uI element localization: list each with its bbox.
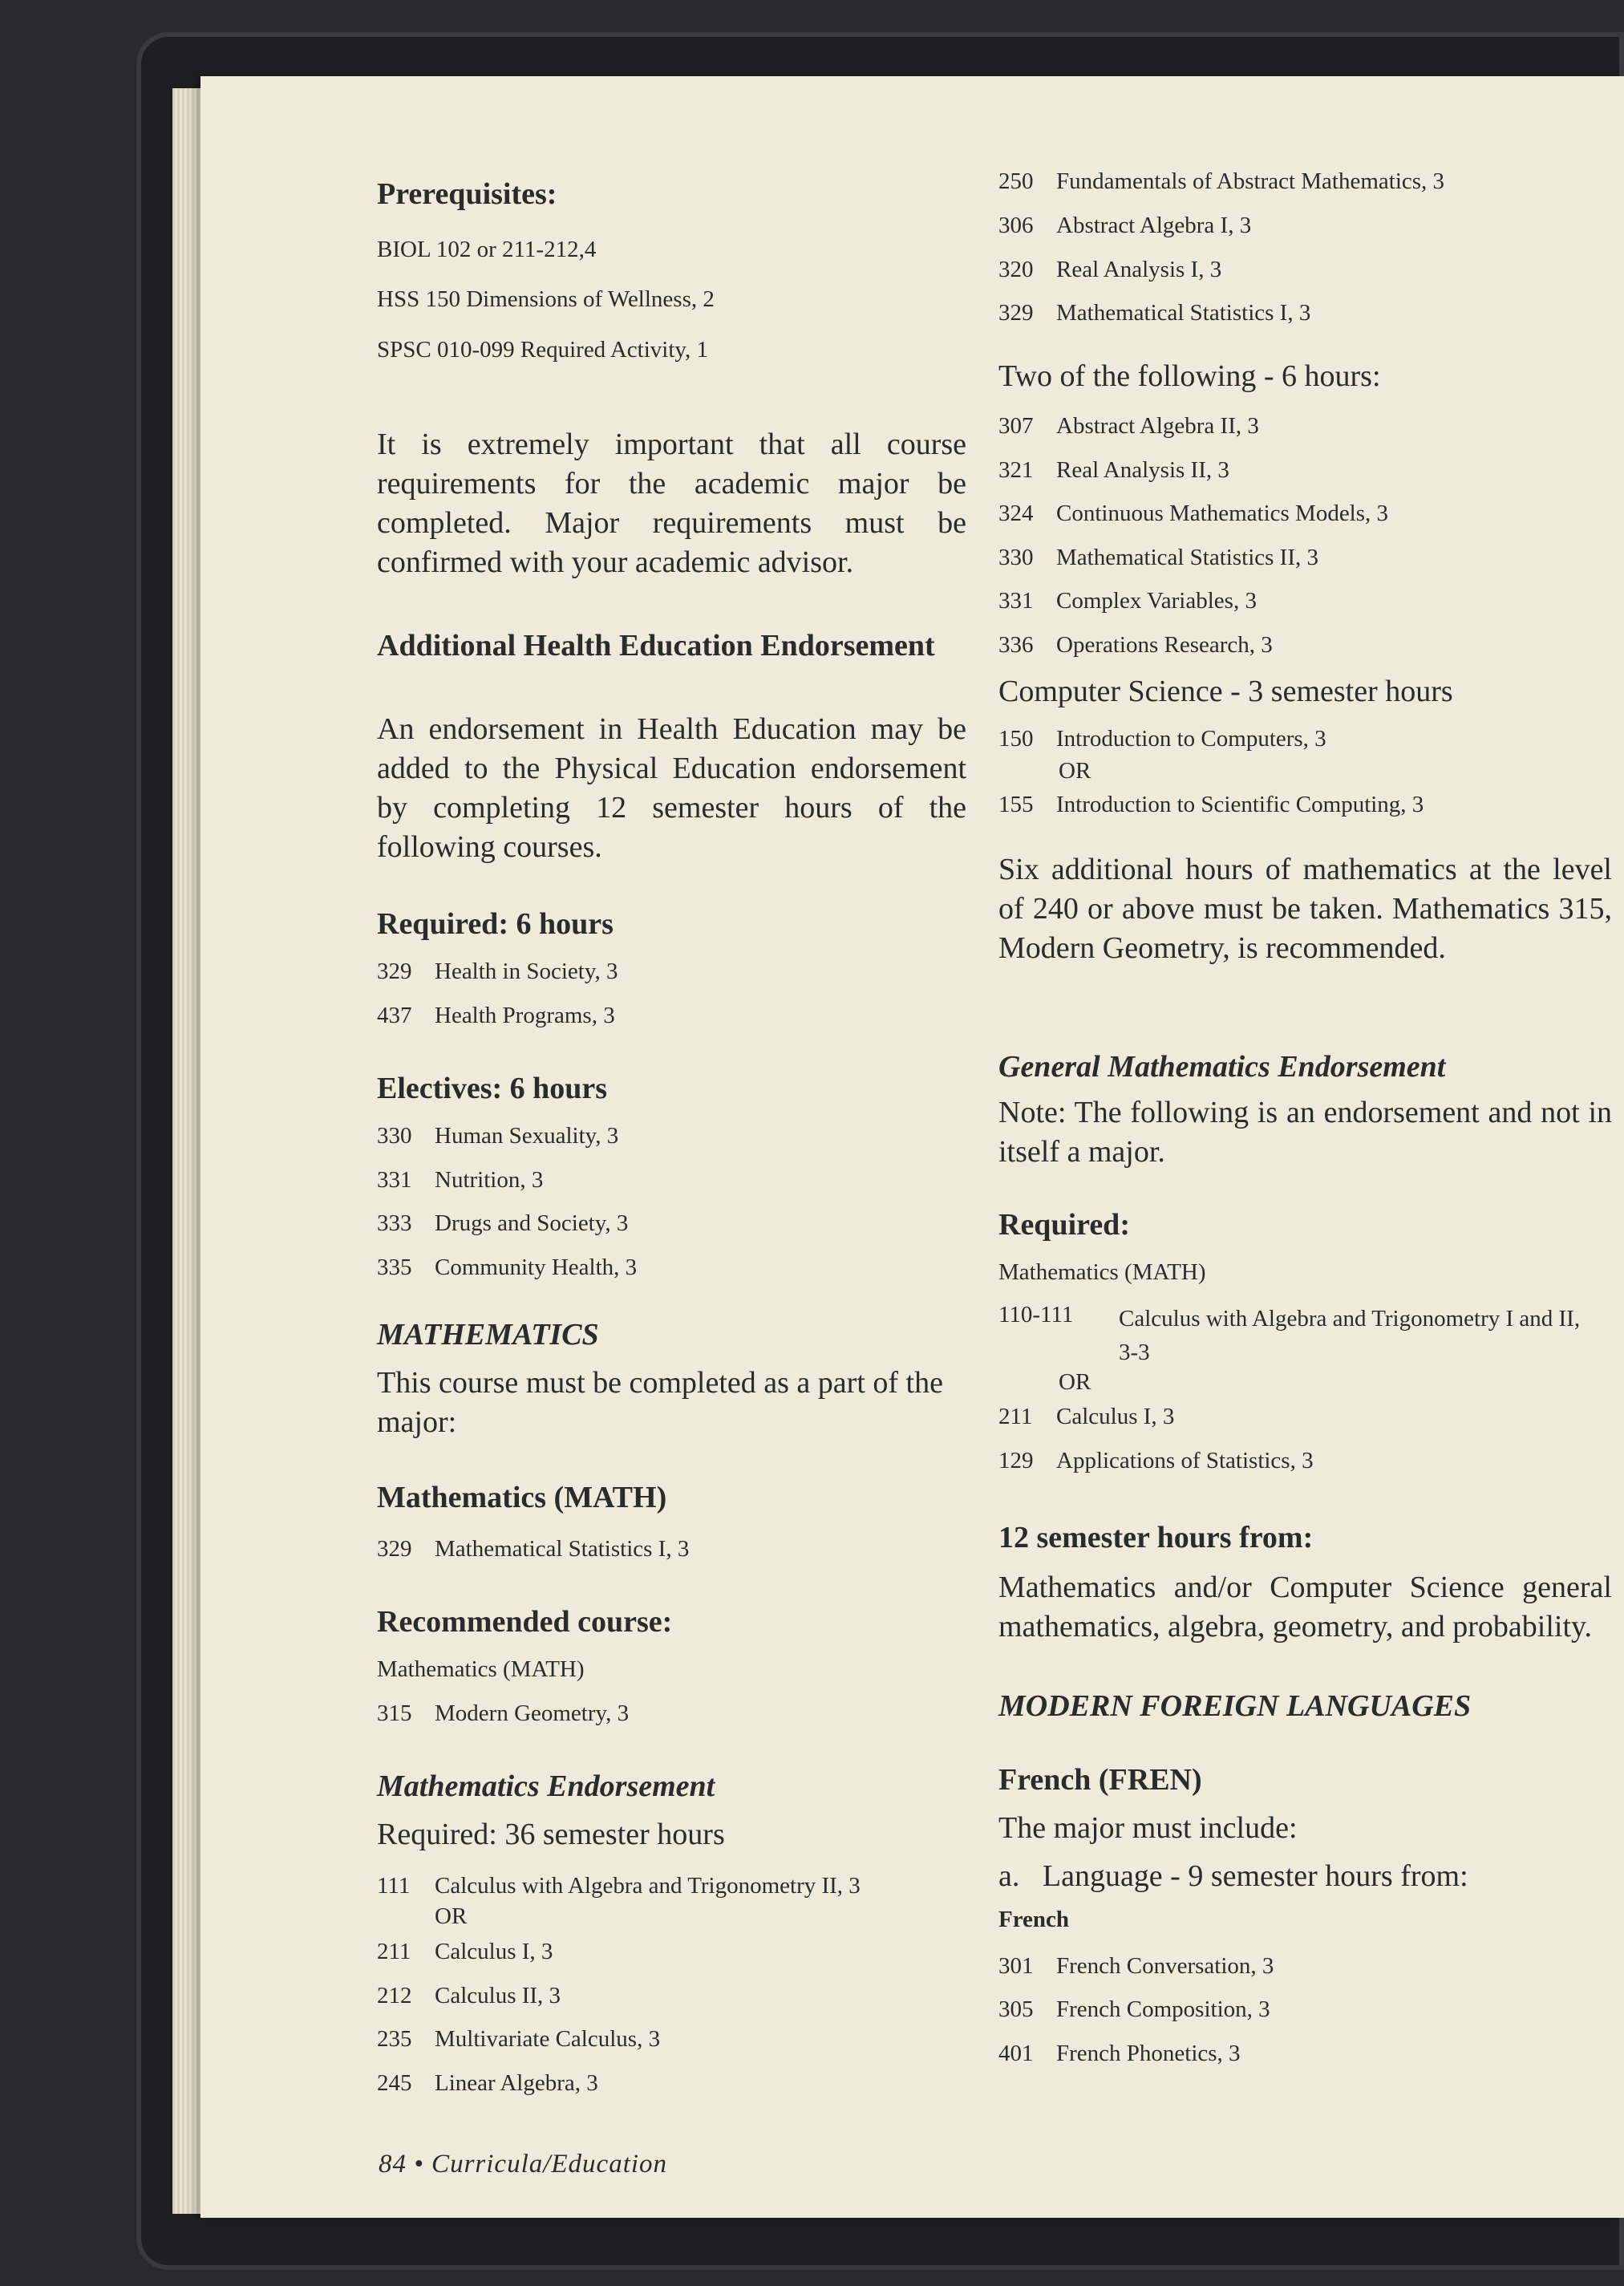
course-line: 211 Calculus I, 3: [998, 1404, 1175, 1429]
mfl-heading: MODERN FOREIGN LANGUAGES: [998, 1689, 1472, 1723]
course-line: 306 Abstract Algebra I, 3: [998, 213, 1252, 238]
six-additional-paragraph: Six additional hours of mathematics at the level of 240 or above must be taken. Mathematics 315, Modern Geometry, is recommended.: [998, 853, 1612, 965]
course-line: 212 Calculus II, 3: [377, 1983, 561, 2008]
endorsement-required: Required: 36 semester hours: [377, 1818, 725, 1851]
important-paragraph: It is extremely important that all course requirements for the academic major be completed. Major requirements must be confirmed with your academic advisor.: [377, 428, 966, 579]
required-subject: Mathematics (MATH): [998, 1259, 1206, 1285]
prereq-item: HSS 150 Dimensions of Wellness, 2: [377, 286, 715, 312]
recommended-subject: Mathematics (MATH): [377, 1656, 585, 1682]
prereq-item: BIOL 102 or 211-212,4: [377, 237, 597, 262]
course-line: 111 Calculus with Algebra and Trigonometry II, 3: [377, 1873, 861, 1899]
mathematics-heading: MATHEMATICS: [377, 1318, 599, 1352]
course-line: 330 Mathematical Statistics II, 3: [998, 545, 1318, 570]
course-line: 331 Nutrition, 3: [377, 1167, 544, 1193]
course-line: 324 Continuous Mathematics Models, 3: [998, 501, 1389, 526]
twelve-hours-heading: 12 semester hours from:: [998, 1521, 1314, 1554]
course-line: 437 Health Programs, 3: [377, 1003, 615, 1028]
twelve-hours-paragraph: Mathematics and/or Computer Science general mathematics, algebra, geometry, and probability.: [998, 1571, 1612, 1644]
health-endorsement-paragraph: An endorsement in Health Education may be added to the Physical Education endorsement by completing 12 semester hours of the following courses.: [377, 712, 966, 864]
or-label: OR: [1059, 1369, 1091, 1395]
course-line: 335 Community Health, 3: [377, 1254, 638, 1280]
required-heading: Required: 6 hours: [377, 907, 614, 941]
course-line: 329 Health in Society, 3: [377, 959, 618, 984]
page-footer: 84 • Curricula/Education: [379, 2150, 668, 2179]
course-line: OR: [435, 1903, 468, 1929]
course-line: 329 Mathematical Statistics I, 3: [377, 1536, 690, 1562]
course-line: 155 Introduction to Scientific Computing, 3: [998, 792, 1424, 817]
two-of-heading: Two of the following - 6 hours:: [998, 359, 1381, 393]
course-line: 129 Applications of Statistics, 3: [998, 1448, 1314, 1473]
course-line: 331 Complex Variables, 3: [998, 588, 1257, 614]
course-line: 307 Abstract Algebra II, 3: [998, 413, 1259, 439]
health-endorsement-heading: Additional Health Education Endorsement: [377, 629, 935, 663]
major-include: The major must include:: [998, 1811, 1298, 1845]
cs-heading: Computer Science - 3 semester hours: [998, 675, 1453, 708]
or-label: OR: [1059, 758, 1091, 784]
course-line: 330 Human Sexuality, 3: [377, 1123, 619, 1149]
french-label: French: [998, 1907, 1070, 1932]
course-line: 150 Introduction to Computers, 3: [998, 726, 1326, 752]
course-line: 245 Linear Algebra, 3: [377, 2070, 598, 2096]
required-heading: Required:: [998, 1208, 1130, 1242]
mathematics-paragraph: This course must be completed as a part of the major:: [377, 1366, 943, 1439]
recommended-heading: Recommended course:: [377, 1605, 673, 1639]
prereq-heading: Prerequisites:: [377, 177, 557, 211]
electives-heading: Electives: 6 hours: [377, 1072, 608, 1105]
course-line: 110-111 Calculus with Algebra and Trigonometry I and II, 3-3: [998, 1302, 1581, 1365]
course-line: 321 Real Analysis II, 3: [998, 457, 1229, 483]
math-subject-heading: Mathematics (MATH): [377, 1481, 667, 1514]
book-page: [200, 76, 1624, 2218]
course-line: 250 Fundamentals of Abstract Mathematics, 3: [998, 168, 1445, 194]
prereq-item: SPSC 010-099 Required Activity, 1: [377, 337, 708, 363]
course-line: 301 French Conversation, 3: [998, 1953, 1274, 1979]
general-endorsement-heading: General Mathematics Endorsement: [998, 1050, 1446, 1084]
course-line: 329 Mathematical Statistics I, 3: [998, 300, 1311, 326]
course-line: 211 Calculus I, 3: [377, 1939, 553, 1964]
course-line: 305 French Composition, 3: [998, 1996, 1270, 2022]
course-line: 320 Real Analysis I, 3: [998, 257, 1222, 282]
course-line: 333 Drugs and Society, 3: [377, 1210, 629, 1236]
course-line: 235 Multivariate Calculus, 3: [377, 2026, 661, 2052]
language-line: a. Language - 9 semester hours from:: [998, 1859, 1468, 1893]
french-heading: French (FREN): [998, 1763, 1202, 1797]
course-line: 315 Modern Geometry, 3: [377, 1700, 630, 1726]
course-line: 336 Operations Research, 3: [998, 632, 1273, 658]
general-endorsement-note: Note: The following is an endorsement and not in itself a major.: [998, 1096, 1612, 1169]
course-line: 401 French Phonetics, 3: [998, 2041, 1241, 2066]
endorsement-heading: Mathematics Endorsement: [377, 1769, 715, 1803]
